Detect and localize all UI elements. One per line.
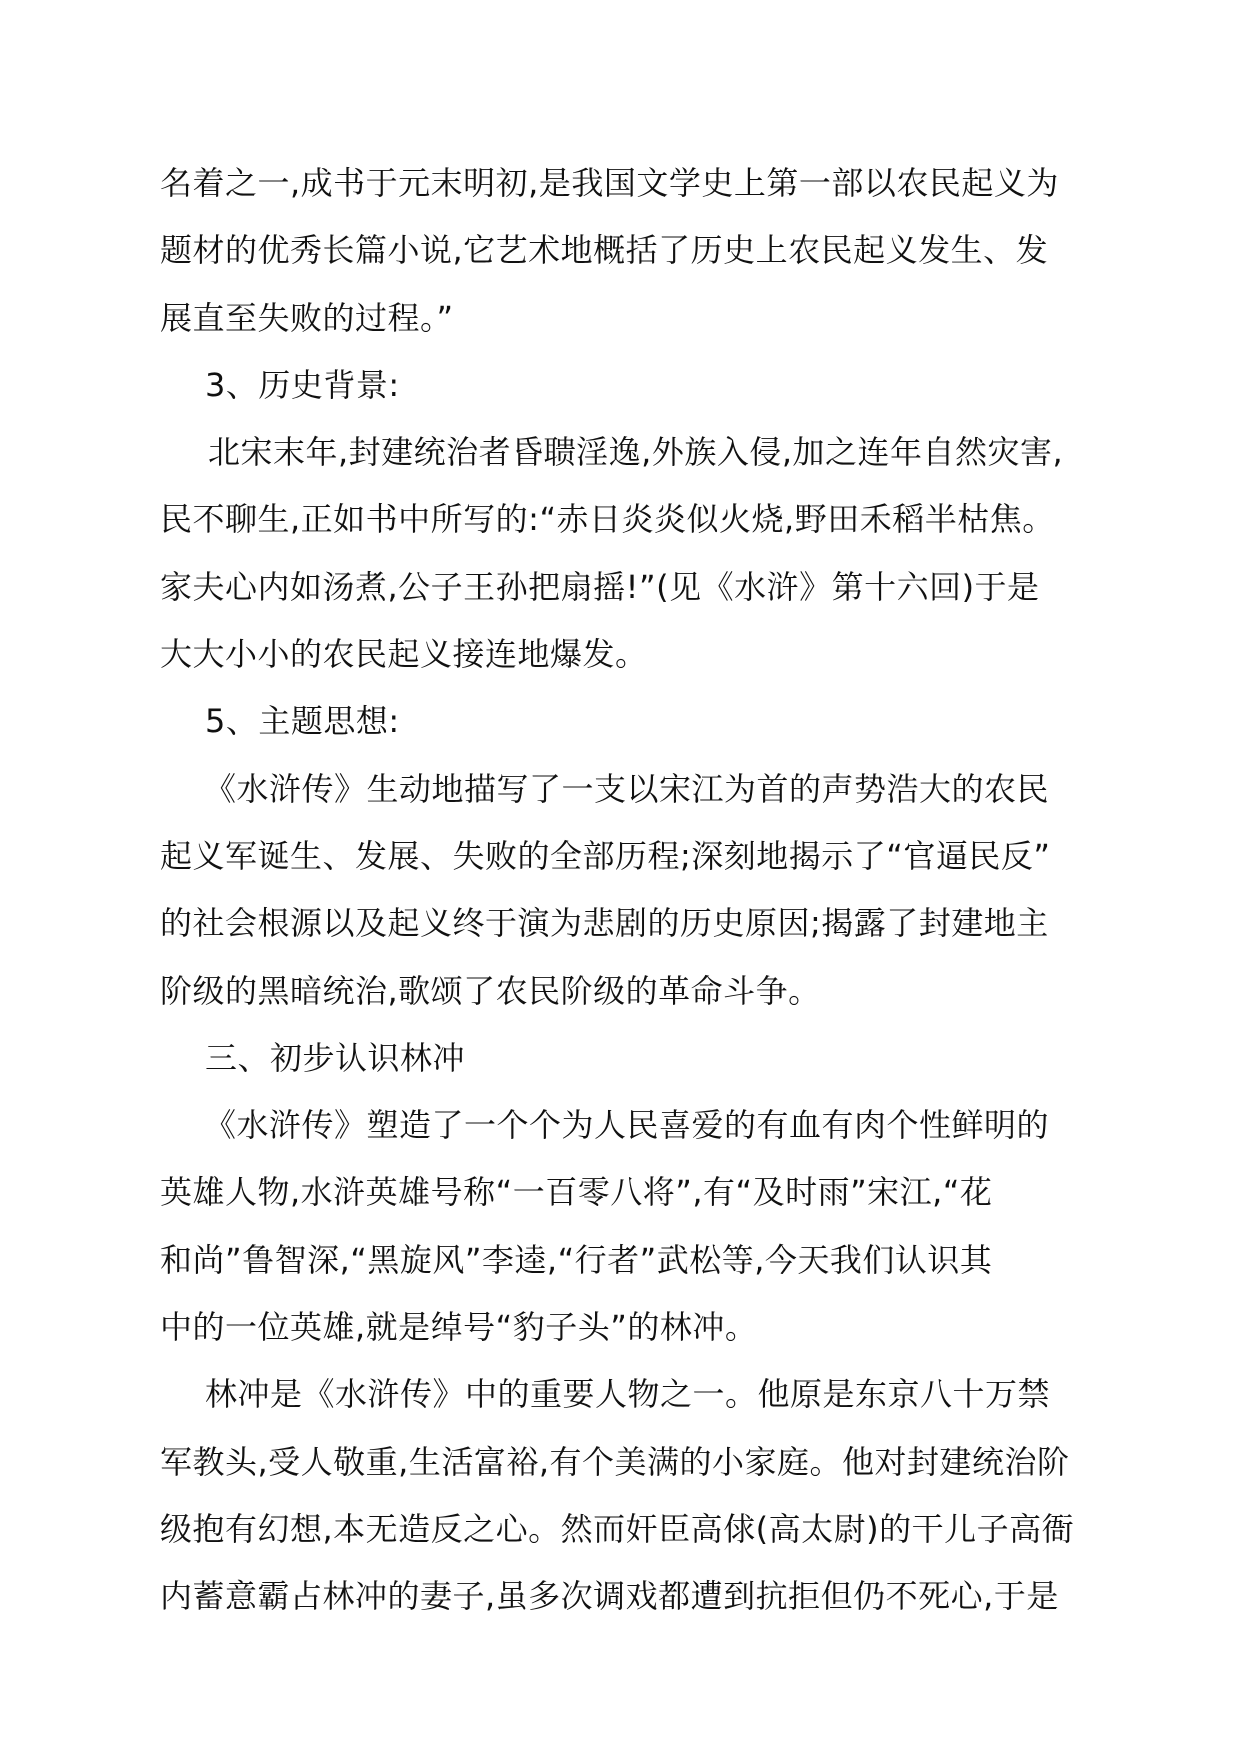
text-line: 军教头,受人敬重,生活富裕,有个美满的小家庭。他对封建统治阶 (160, 1442, 1070, 1481)
text-line: 民不聊生,正如书中所写的:“赤日炎炎似火烧,野田禾稻半枯焦。 (160, 500, 1055, 539)
text-line: 和尚”鲁智深,“黑旋风”李逵,“行者”武松等,今天我们认识其 (160, 1240, 993, 1279)
section-heading-lin-chong: 三、初步认识林冲 (205, 1038, 466, 1077)
document-body (160, 150, 1100, 1631)
text-line: 展直至失败的过程。” (160, 298, 454, 337)
text-line: 题材的优秀长篇小说,它艺术地概括了历史上农民起义发生、发 (160, 231, 1049, 270)
text-line: 级抱有幻想,本无造反之心。然而奸臣高俅(高太尉)的干儿子高衙 (160, 1509, 1075, 1548)
text-line: 起义军诞生、发展、失败的全部历程;深刻地揭示了“官逼民反” (160, 836, 1051, 875)
paragraph-first-line: 《水浒传》塑造了一个个为人民喜爱的有血有肉个性鲜明的 (204, 1106, 1050, 1145)
text-line: 英雄人物,水浒英雄号称“一百零八将”,有“及时雨”宋江,“花 (160, 1173, 993, 1212)
text-line: 的社会根源以及起义终于演为悲剧的历史原因;揭露了封建地主 (160, 904, 1049, 943)
text-line: 中的一位英雄,就是绰号“豹子头”的林冲。 (160, 1308, 758, 1347)
text-line: 大大小小的农民起义接连地爆发。 (160, 635, 648, 674)
paragraph-first-line: 《水浒传》生动地描写了一支以宋江为首的声势浩大的农民 (204, 769, 1050, 808)
paragraph-first-line: 林冲是《水浒传》中的重要人物之一。他原是东京八十万禁 (205, 1375, 1051, 1414)
text-line: 名着之一,成书于元末明初,是我国文学史上第一部以农民起义为 (160, 164, 1059, 202)
text-line: 家夫心内如汤煮,公子王孙把扇摇!”(见《水浒》第十六回)于是 (160, 567, 1040, 606)
paragraph-first-line: 北宋末年,封建统治者昏聩淫逸,外族入侵,加之连年自然灾害, (208, 433, 1064, 472)
section-heading-historical-background: 3、历史背景: (205, 365, 400, 404)
text-line: 内蓄意霸占林冲的妻子,虽多次调戏都遭到抗拒但仍不死心,于是 (160, 1577, 1059, 1616)
text-line: 阶级的黑暗统治,歌颂了农民阶级的革命斗争。 (160, 971, 821, 1010)
section-heading-theme: 5、主题思想: (205, 702, 400, 741)
